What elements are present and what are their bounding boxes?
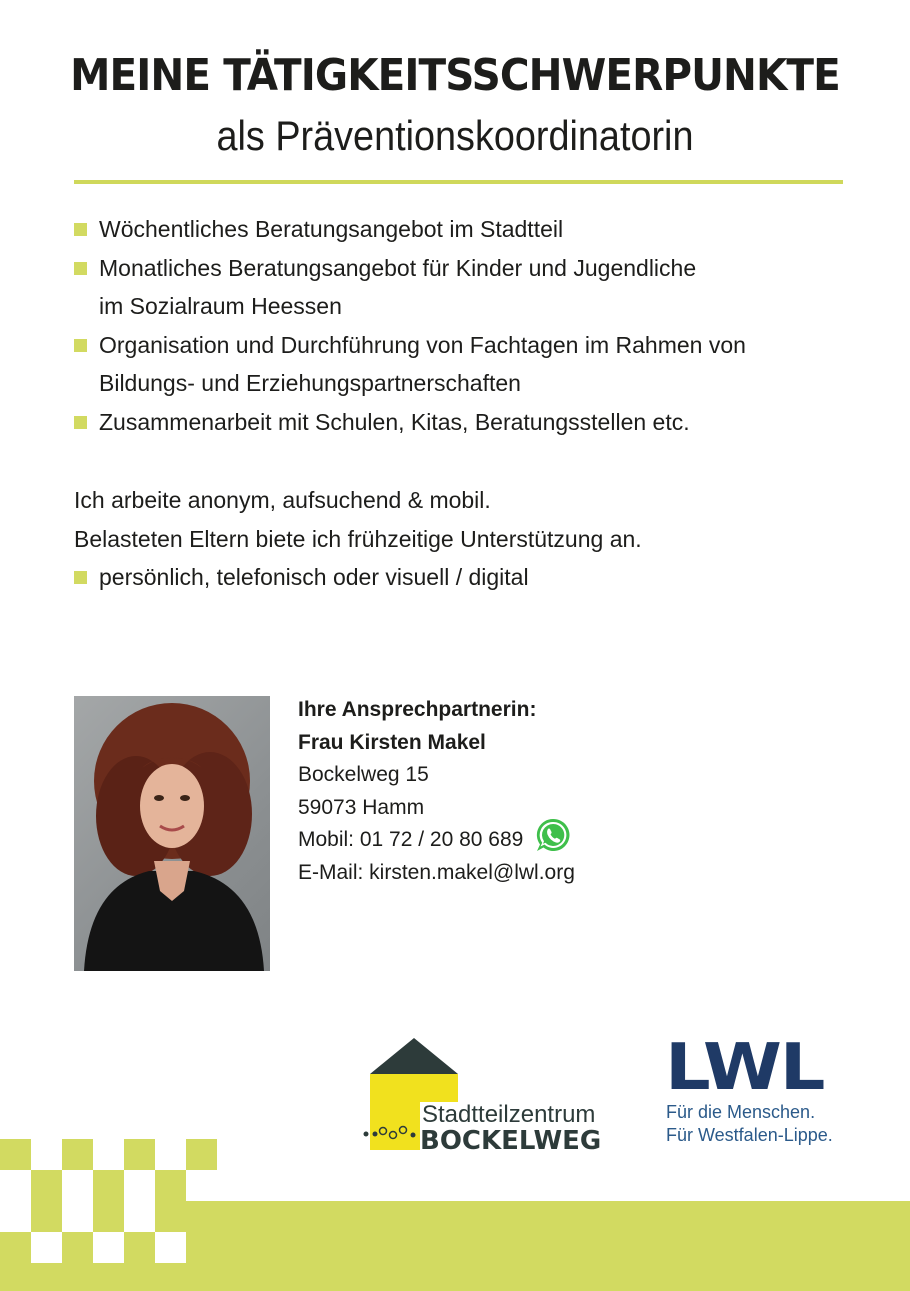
page-subtitle: als Präventionskoordinatorin [216, 112, 694, 159]
contact-name: Frau Kirsten Makel [298, 730, 486, 754]
square-bullet-icon [74, 262, 87, 275]
contact-email[interactable]: E-Mail: kirsten.makel@lwl.org [298, 860, 575, 884]
square-bullet-icon [74, 339, 87, 352]
list-item [74, 249, 874, 326]
stz-logo-line1: Stadtteilzentrum [422, 1101, 596, 1128]
lwl-wordmark: LWL [665, 1031, 824, 1105]
list-item-text: persönlich, telefonisch oder visuell / digital [99, 564, 529, 590]
lwl-logo [665, 1031, 855, 1158]
list-item [74, 210, 874, 249]
checker-square [0, 1139, 31, 1170]
contact-portrait [74, 696, 270, 971]
list-item-text: im Sozialraum Heessen [99, 293, 342, 319]
contact-mobile: Mobil: 01 72 / 20 80 689 [298, 828, 524, 851]
page-title: MEINE TÄTIGKEITSSCHWERPUNKTE [70, 50, 840, 101]
lwl-tagline-2: Für Westfalen-Lippe. [666, 1125, 833, 1145]
list-item [74, 558, 874, 597]
contact-street: Bockelweg 15 [298, 763, 429, 786]
checker-square [93, 1232, 124, 1263]
checker-square [93, 1170, 124, 1201]
checker-square [31, 1232, 62, 1263]
list-item-text: Wöchentliches Beratungsangebot im Stadtteil [99, 216, 564, 242]
list-item-text: Bildungs- und Erziehungspartnerschaften [99, 370, 521, 396]
info-paragraph [74, 481, 874, 597]
activities-list [74, 210, 874, 441]
list-item-text: Zusammenarbeit mit Schulen, Kitas, Beratungsstellen etc. [99, 408, 690, 435]
contact-city: 59073 Hamm [298, 795, 425, 819]
square-bullet-icon [74, 571, 87, 584]
portrait-illustration [74, 696, 270, 971]
checker-square [155, 1232, 186, 1263]
lwl-tagline-1: Für die Menschen. [666, 1102, 816, 1122]
stz-logo-line2: BOCKELWEG [420, 1126, 602, 1156]
info-line: Ich arbeite anonym, aufsuchend & mobil. [74, 487, 491, 513]
info-line: Belasteten Eltern biete ich frühzeitige Unterstützung an. [74, 525, 642, 552]
list-item [74, 326, 874, 403]
whatsapp-icon[interactable] [535, 817, 571, 853]
square-bullet-icon [74, 416, 87, 429]
checker-square [62, 1201, 93, 1232]
square-bullet-icon [74, 223, 87, 236]
checker-square [124, 1201, 155, 1232]
checker-square [155, 1170, 186, 1201]
list-item [74, 403, 874, 442]
list-item-text: Organisation und Durchführung von Fachtagen im Rahmen von [99, 331, 746, 358]
checker-square [124, 1139, 155, 1170]
title-divider [74, 180, 843, 184]
contact-heading: Ihre Ansprechpartnerin: [298, 698, 537, 721]
checker-square [31, 1170, 62, 1201]
checker-square [62, 1139, 93, 1170]
contact-block [298, 694, 718, 889]
stadtteilzentrum-logo [362, 1036, 622, 1156]
list-item-text: Monatliches Beratungsangebot für Kinder und Jugendliche [99, 254, 697, 281]
checker-square [0, 1201, 31, 1232]
checker-square [186, 1139, 217, 1170]
